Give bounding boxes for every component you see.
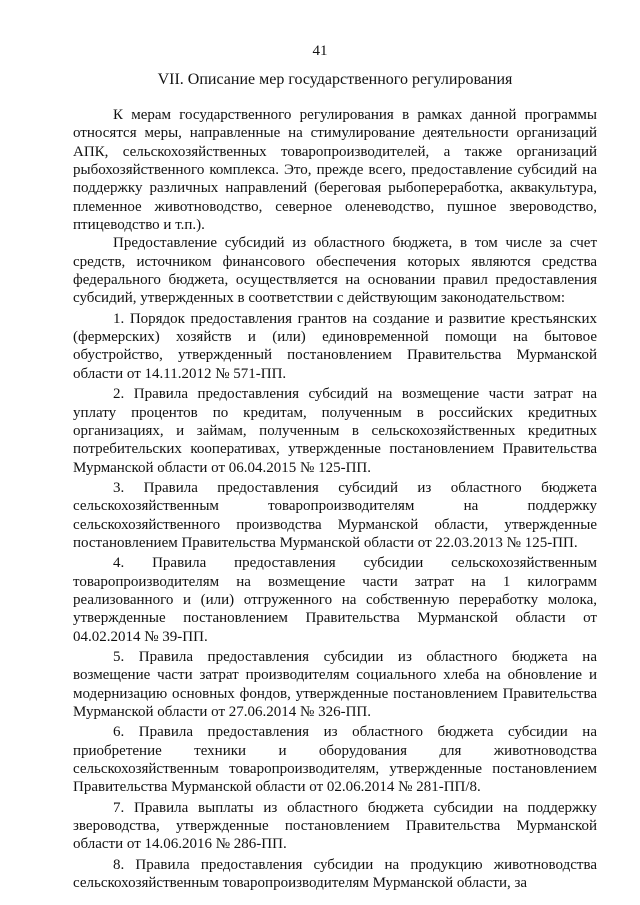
- section-title: VII. Описание мер государственного регулирования: [157, 71, 513, 88]
- list-item: 3. Правила предоставления субсидий из областного бюджета сельскохозяйственным товаропроизводителям на поддержку сельскохозяйственного производства Мурманской области, утвержденные постановлением Правительства Мурманской области от 22.03.2013 № 125-ПП.: [73, 479, 597, 551]
- page-number: 41: [312, 43, 328, 59]
- paragraph-intro: К мерам государственного регулирования в рамках данной программы относятся меры, направленные на стимулирование деятельности организаций АПК, сельскохозяйственных товаропроизводителей, а также организаций рыбохозяйственного комплекса. Это, прежде всего, предоставление субсидий на поддержку различных направлений (береговая рыбопереработка, аквакультура, племенное животноводство, северное оленеводство, пушное звероводство, птицеводство и т.п.).: [73, 107, 597, 234]
- list-item: 7. Правила выплаты из областного бюджета субсидии на поддержку звероводства, утвержденные постановлением Правительства Мурманской области от 14.06.2016 № 286-ПП.: [73, 799, 597, 853]
- list-item: 6. Правила предоставления из областного бюджета субсидии на приобретение техники и оборудования для животноводства сельскохозяйственным товаропроизводителям, утвержденные постановлением Правительства Мурманской области от 02.06.2014 № 281-ПП/8.: [73, 724, 597, 796]
- list-item: 5. Правила предоставления субсидии из областного бюджета на возмещение части затрат производителям социального хлеба на обновление и модернизацию основных фондов, утвержденные постановлением Правительства Мурманской области от 27.06.2014 № 326-ПП.: [73, 648, 597, 720]
- paragraph-subsidies-basis: Предоставление субсидий из областного бюджета, в том числе за счет средств, источником финансового обеспечения которых являются средства федерального бюджета, осуществляется на основании правил предоставления субсидий, утвержденных в соответствии с действующим законодательством:: [73, 235, 597, 307]
- list-item: 8. Правила предоставления субсидии на продукцию животноводства сельскохозяйственным товаропроизводителям Мурманской области, за: [73, 856, 597, 892]
- list-item: 2. Правила предоставления субсидий на возмещение части затрат на уплату процентов по кредитам, полученным в российских кредитных организациях, и займам, полученным в сельскохозяйственных кредитных потребительских кооперативах, утвержденные постановлением Правительства Мурманской области от 06.04.2015 № 125-ПП.: [73, 386, 597, 476]
- document-body: [73, 106, 597, 892]
- list-item: 4. Правила предоставления субсидии сельскохозяйственным товаропроизводителям на возмещение части затрат на 1 килограмм реализованного и (или) отгруженного на собственную переработку молока, утвержденные постановлением Правительства Мурманской области от 04.02.2014 № 39-ПП.: [73, 555, 597, 645]
- list-item: 1. Порядок предоставления грантов на создание и развитие крестьянских (фермерских) хозяйств и (или) единовременной помощи на бытовое обустройство, утвержденный постановлением Правительства Мурманской области от 14.11.2012 № 571-ПП.: [73, 310, 597, 382]
